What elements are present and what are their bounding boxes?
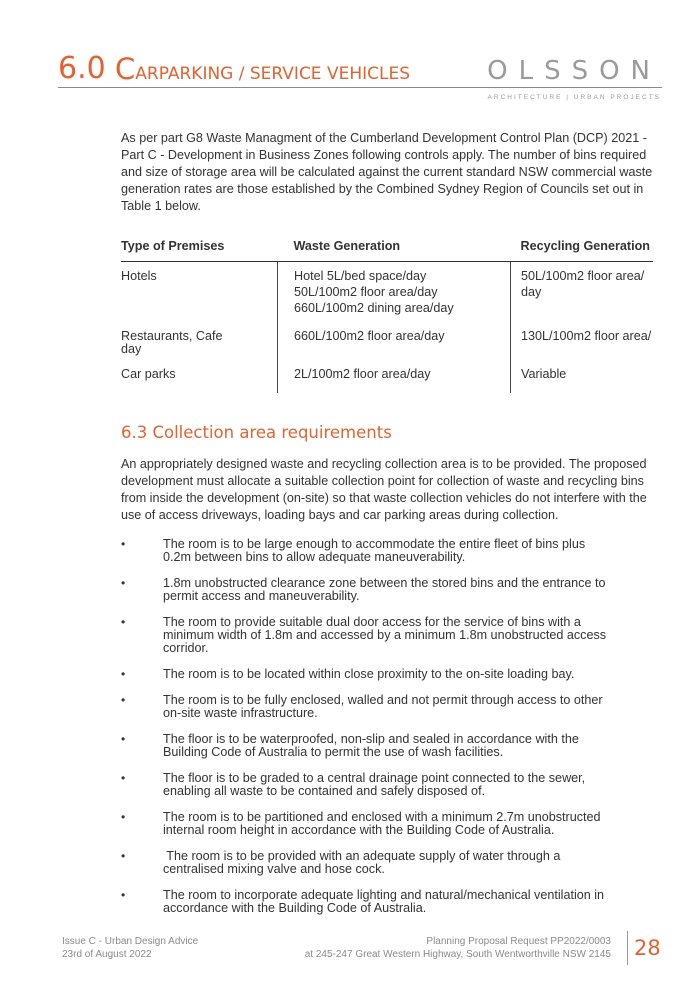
cell-line: day [521, 285, 542, 299]
list-item-line: The room is to be large enough to accommodate the entire fleet of bins plus [163, 537, 586, 551]
table-row [121, 328, 653, 366]
section-title-initial: C [115, 52, 136, 86]
bullet-icon: • [121, 615, 126, 629]
list-item-line: on-site waste infrastructure. [163, 706, 318, 720]
list-item-line: corridor. [163, 641, 209, 655]
footer-project [305, 935, 611, 961]
bullet-icon: • [121, 732, 126, 746]
bullet-icon: • [121, 771, 126, 785]
list-item-line: permit access and maneuverability. [163, 589, 360, 603]
list-item-line: The room to incorporate adequate lighting and natural/mechanical ventilation in [163, 888, 605, 902]
list-item-line: The floor is to be graded to a central drainage point connected to the sewer, [163, 771, 586, 785]
olsson-logo: OLSSON [487, 56, 661, 86]
list-item [121, 772, 653, 798]
premises-cell: Hotels [121, 269, 157, 283]
bullet-icon: • [121, 810, 126, 824]
recycling-cell [511, 328, 654, 366]
page-number: 28 [634, 936, 661, 960]
table-row [121, 366, 653, 393]
list-item-line: Building Code of Australia to permit the use of wash facilities. [163, 745, 504, 759]
list-item [121, 733, 653, 759]
cell-line: Variable [521, 367, 567, 381]
footer-project-line: Planning Proposal Request PP2022/0003 [426, 936, 611, 947]
column-header: Recycling Generation [511, 233, 654, 262]
main-content [121, 130, 653, 928]
collection-intro: An appropriately designed waste and recycling collection area is to be provided. The proposed development must allocate a suitable collection point for collection of waste and recycling bins from inside the development (on-site) so that waste collection vehicles do not interfere with the use of access driveways, loading bays and car parking areas during collection. [121, 457, 647, 522]
list-item-line: The room to provide suitable dual door access for the service of bins with a [163, 615, 581, 629]
list-item-line: The floor is to be waterproofed, non-slip and sealed in accordance with the [163, 732, 579, 746]
cell-line: 130L/100m2 floor area/ [521, 329, 652, 343]
cell-line: 50L/100m2 floor area/day [294, 285, 438, 299]
intro-paragraph: As per part G8 Waste Managment of the Cumberland Development Control Plan (DCP) 2021 - Part C - Development in Business Zones following controls apply. The number of bins required and size of storage area will be calculated against the current standard NSW commercial waste generation rates are those established by the Combined Sydney Region of Councils set out in Table 1 below. [121, 131, 653, 213]
premises-cell [121, 328, 278, 366]
list-item [121, 538, 653, 564]
column-header: Waste Generation [278, 233, 511, 262]
list-item-line: The room is to be located within close proximity to the on-site loading bay. [163, 667, 575, 681]
list-item-line: The room is to be fully enclosed, walled and not permit through access to other [163, 693, 603, 707]
bullet-icon: • [121, 537, 126, 551]
bullet-icon: • [121, 693, 126, 707]
recycling-cell [511, 366, 654, 393]
footer-issue [62, 935, 198, 961]
list-item-line: 1.8m unobstructed clearance zone between the stored bins and the entrance to [163, 576, 606, 590]
logo-tagline: ARCHITECTURE | URBAN PROJECTS [487, 94, 661, 101]
cell-line: 2L/100m2 floor area/day [294, 367, 431, 381]
waste-generation-table [121, 233, 653, 393]
footer-issue-line: Issue C - Urban Design Advice [62, 936, 199, 947]
section-title-rest: ARPARKING / SERVICE VEHICLES [135, 64, 410, 84]
list-item-line: minimum width of 1.8m and accessed by a minimum 1.8m unobstructed access [163, 628, 607, 642]
list-item [121, 616, 653, 655]
list-item-line: internal room height in accordance with the Building Code of Australia. [163, 823, 555, 837]
list-item [121, 811, 653, 837]
list-item [121, 577, 653, 603]
waste-cell [278, 262, 511, 329]
bullet-icon: • [121, 849, 126, 863]
header-divider [58, 87, 662, 88]
cell-line: 660L/100m2 floor area/day [294, 329, 445, 343]
collection-heading: 6.3 Collection area requirements [121, 423, 392, 442]
bullet-icon: • [121, 888, 126, 902]
cell-line: 660L/100m2 dining area/day [294, 301, 454, 315]
list-item-line: enabling all waste to be contained and safely disposed of. [163, 784, 486, 798]
bullet-icon: • [121, 576, 126, 590]
cell-line: Hotel 5L/bed space/day [294, 269, 427, 283]
list-item [121, 694, 653, 720]
column-header: Type of Premises [121, 233, 278, 262]
waste-cell [278, 328, 511, 366]
bullet-icon: • [121, 667, 126, 681]
waste-cell [278, 366, 511, 393]
list-item-line: The room is to be partitioned and enclosed with a minimum 2.7m unobstructed [163, 810, 601, 824]
footer-divider [627, 931, 628, 965]
footer-address-line: at 245-247 Great Western Highway, South Wentworthville NSW 2145 [304, 949, 611, 960]
footer-date-line: 23rd of August 2022 [62, 949, 152, 960]
list-item-line: centralised mixing valve and hose cock. [163, 862, 385, 876]
cell-line: day [121, 342, 142, 356]
section-title [115, 54, 410, 89]
cell-line: 50L/100m2 floor area/ [521, 269, 645, 283]
requirements-list [121, 538, 653, 915]
cell-line: Restaurants, Cafe [121, 329, 223, 343]
list-item-line: The room is to be provided with an adequate supply of water through a [163, 849, 561, 863]
list-item-line: accordance with the Building Code of Australia. [163, 901, 427, 915]
table-row [121, 262, 653, 329]
list-item-line: 0.2m between bins to allow adequate maneuverability. [163, 550, 466, 564]
list-item [121, 668, 653, 681]
table-header-row [121, 233, 653, 262]
section-number: 6.0 [58, 51, 106, 86]
list-item [121, 850, 653, 876]
recycling-cell [511, 262, 654, 329]
list-item [121, 889, 653, 915]
premises-cell: Car parks [121, 367, 176, 381]
